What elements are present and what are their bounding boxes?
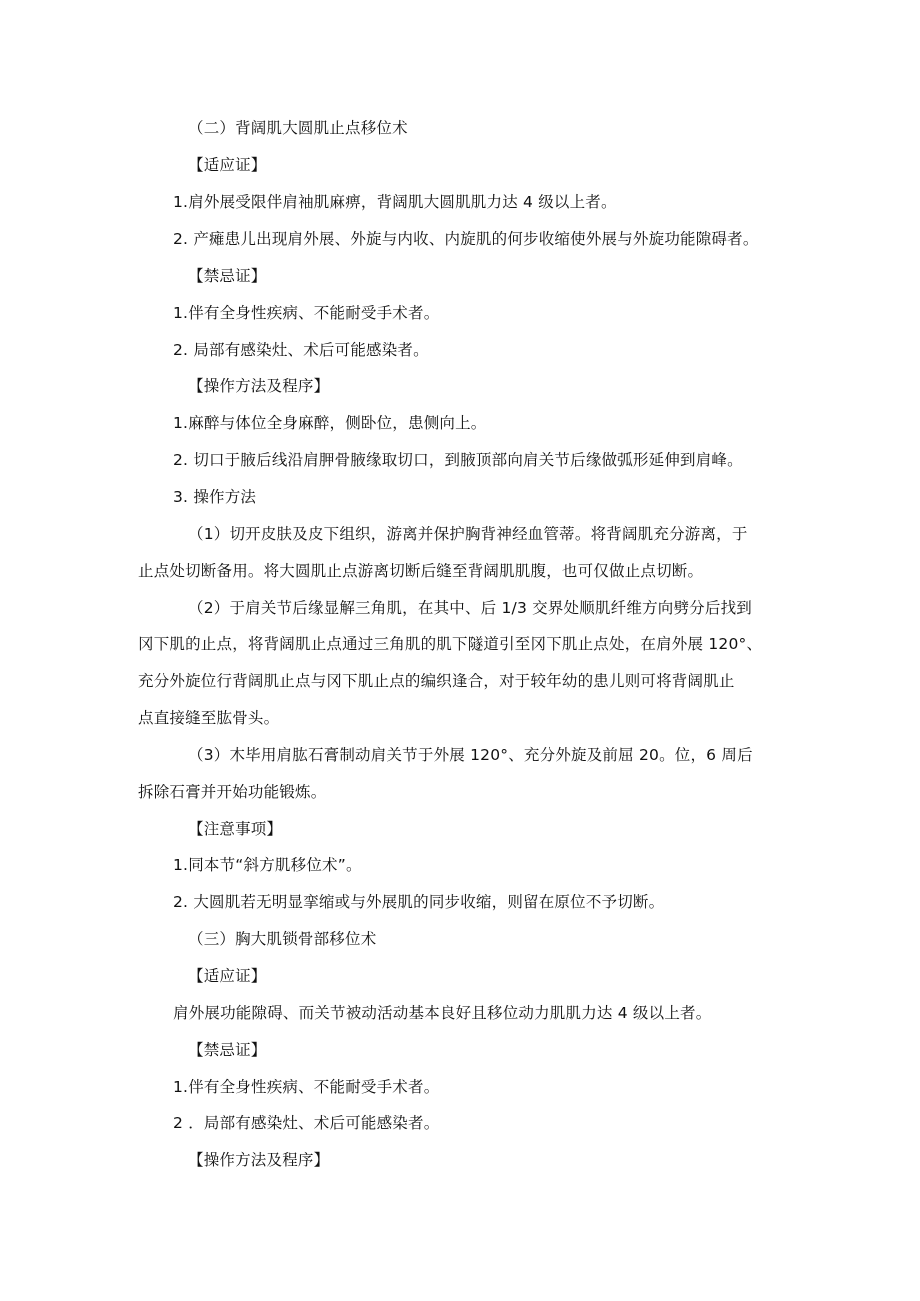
paragraph: 3. 操作方法 — [173, 488, 257, 506]
paragraph: 2. 产瘫患儿出现肩外展、外旋与内收、内旋肌的何步收缩使外展与外旋功能隙碍者。 — [173, 230, 759, 248]
paragraph-line: （3）木毕用肩肱石膏制动肩关节于外展 120°、充分外旋及前屈 20。位，6 周后 — [188, 746, 753, 764]
paragraph-line: 拆除石膏并开始功能锻炼。 — [138, 783, 327, 801]
indications-heading: 【适应证】 — [188, 156, 267, 174]
paragraph: 肩外展功能隙碍、而关节被动活动基本良好且移位动力肌肌力达 4 级以上者。 — [173, 1004, 712, 1022]
paragraph-line: 点直接缝至肱骨头。 — [138, 709, 280, 727]
contraindications-heading: 【禁忌证】 — [188, 1041, 267, 1059]
paragraph: 1.肩外展受限伴肩袖肌麻痹，背阔肌大圆肌肌力达 4 级以上者。 — [173, 193, 617, 211]
paragraph-line: 充分外旋位行背阔肌止点与冈下肌止点的编织逢合，对于较年幼的患儿则可将背阔肌止 — [138, 672, 735, 690]
paragraph-line: 冈下肌的止点，将背阔肌止点通过三角肌的肌下隧道引至冈下肌止点处，在肩外展 120°、 — [138, 635, 763, 653]
paragraph-line: 止点处切断备用。将大圆肌止点游离切断后缝至背阔肌肌腹，也可仅做止点切断。 — [138, 562, 704, 580]
paragraph: 1.伴有全身性疾病、不能耐受手术者。 — [173, 1078, 440, 1096]
indications-heading: 【适应证】 — [188, 967, 267, 985]
paragraph-line: （2）于肩关节后缘显解三角肌，在其中、后 1/3 交界处顺肌纤维方向劈分后找到 — [188, 599, 752, 617]
paragraph: 2 ．局部有感染灶、术后可能感染者。 — [173, 1114, 440, 1132]
paragraph: 1.同本节“斜方肌移位术”。 — [173, 856, 362, 874]
paragraph: 1.麻醉与体位全身麻醉，侧卧位，患侧向上。 — [173, 414, 487, 432]
paragraph: 2. 局部有感染灶、术后可能感染者。 — [173, 341, 429, 359]
paragraph-line: （1）切开皮肤及皮下组织，游离并保护胸背神经血管蒂。将背阔肌充分游离，于 — [188, 525, 748, 543]
method-heading: 【操作方法及程序】 — [188, 377, 330, 395]
notes-heading: 【注意事项】 — [188, 820, 283, 838]
method-heading: 【操作方法及程序】 — [188, 1151, 330, 1169]
paragraph: 2. 切口于腋后线沿肩胛骨腋缘取切口，到腋顶部向肩关节后缘做弧形延伸到肩峰。 — [173, 451, 743, 469]
section-title: （二）背阔肌大圆肌止点移位术 — [188, 119, 408, 137]
section-title: （三）胸大肌锁骨部移位术 — [188, 930, 377, 948]
contraindications-heading: 【禁忌证】 — [188, 267, 267, 285]
paragraph: 2. 大圆肌若无明显挛缩或与外展肌的同步收缩，则留在原位不予切断。 — [173, 893, 665, 911]
paragraph: 1.伴有全身性疾病、不能耐受手术者。 — [173, 304, 440, 322]
